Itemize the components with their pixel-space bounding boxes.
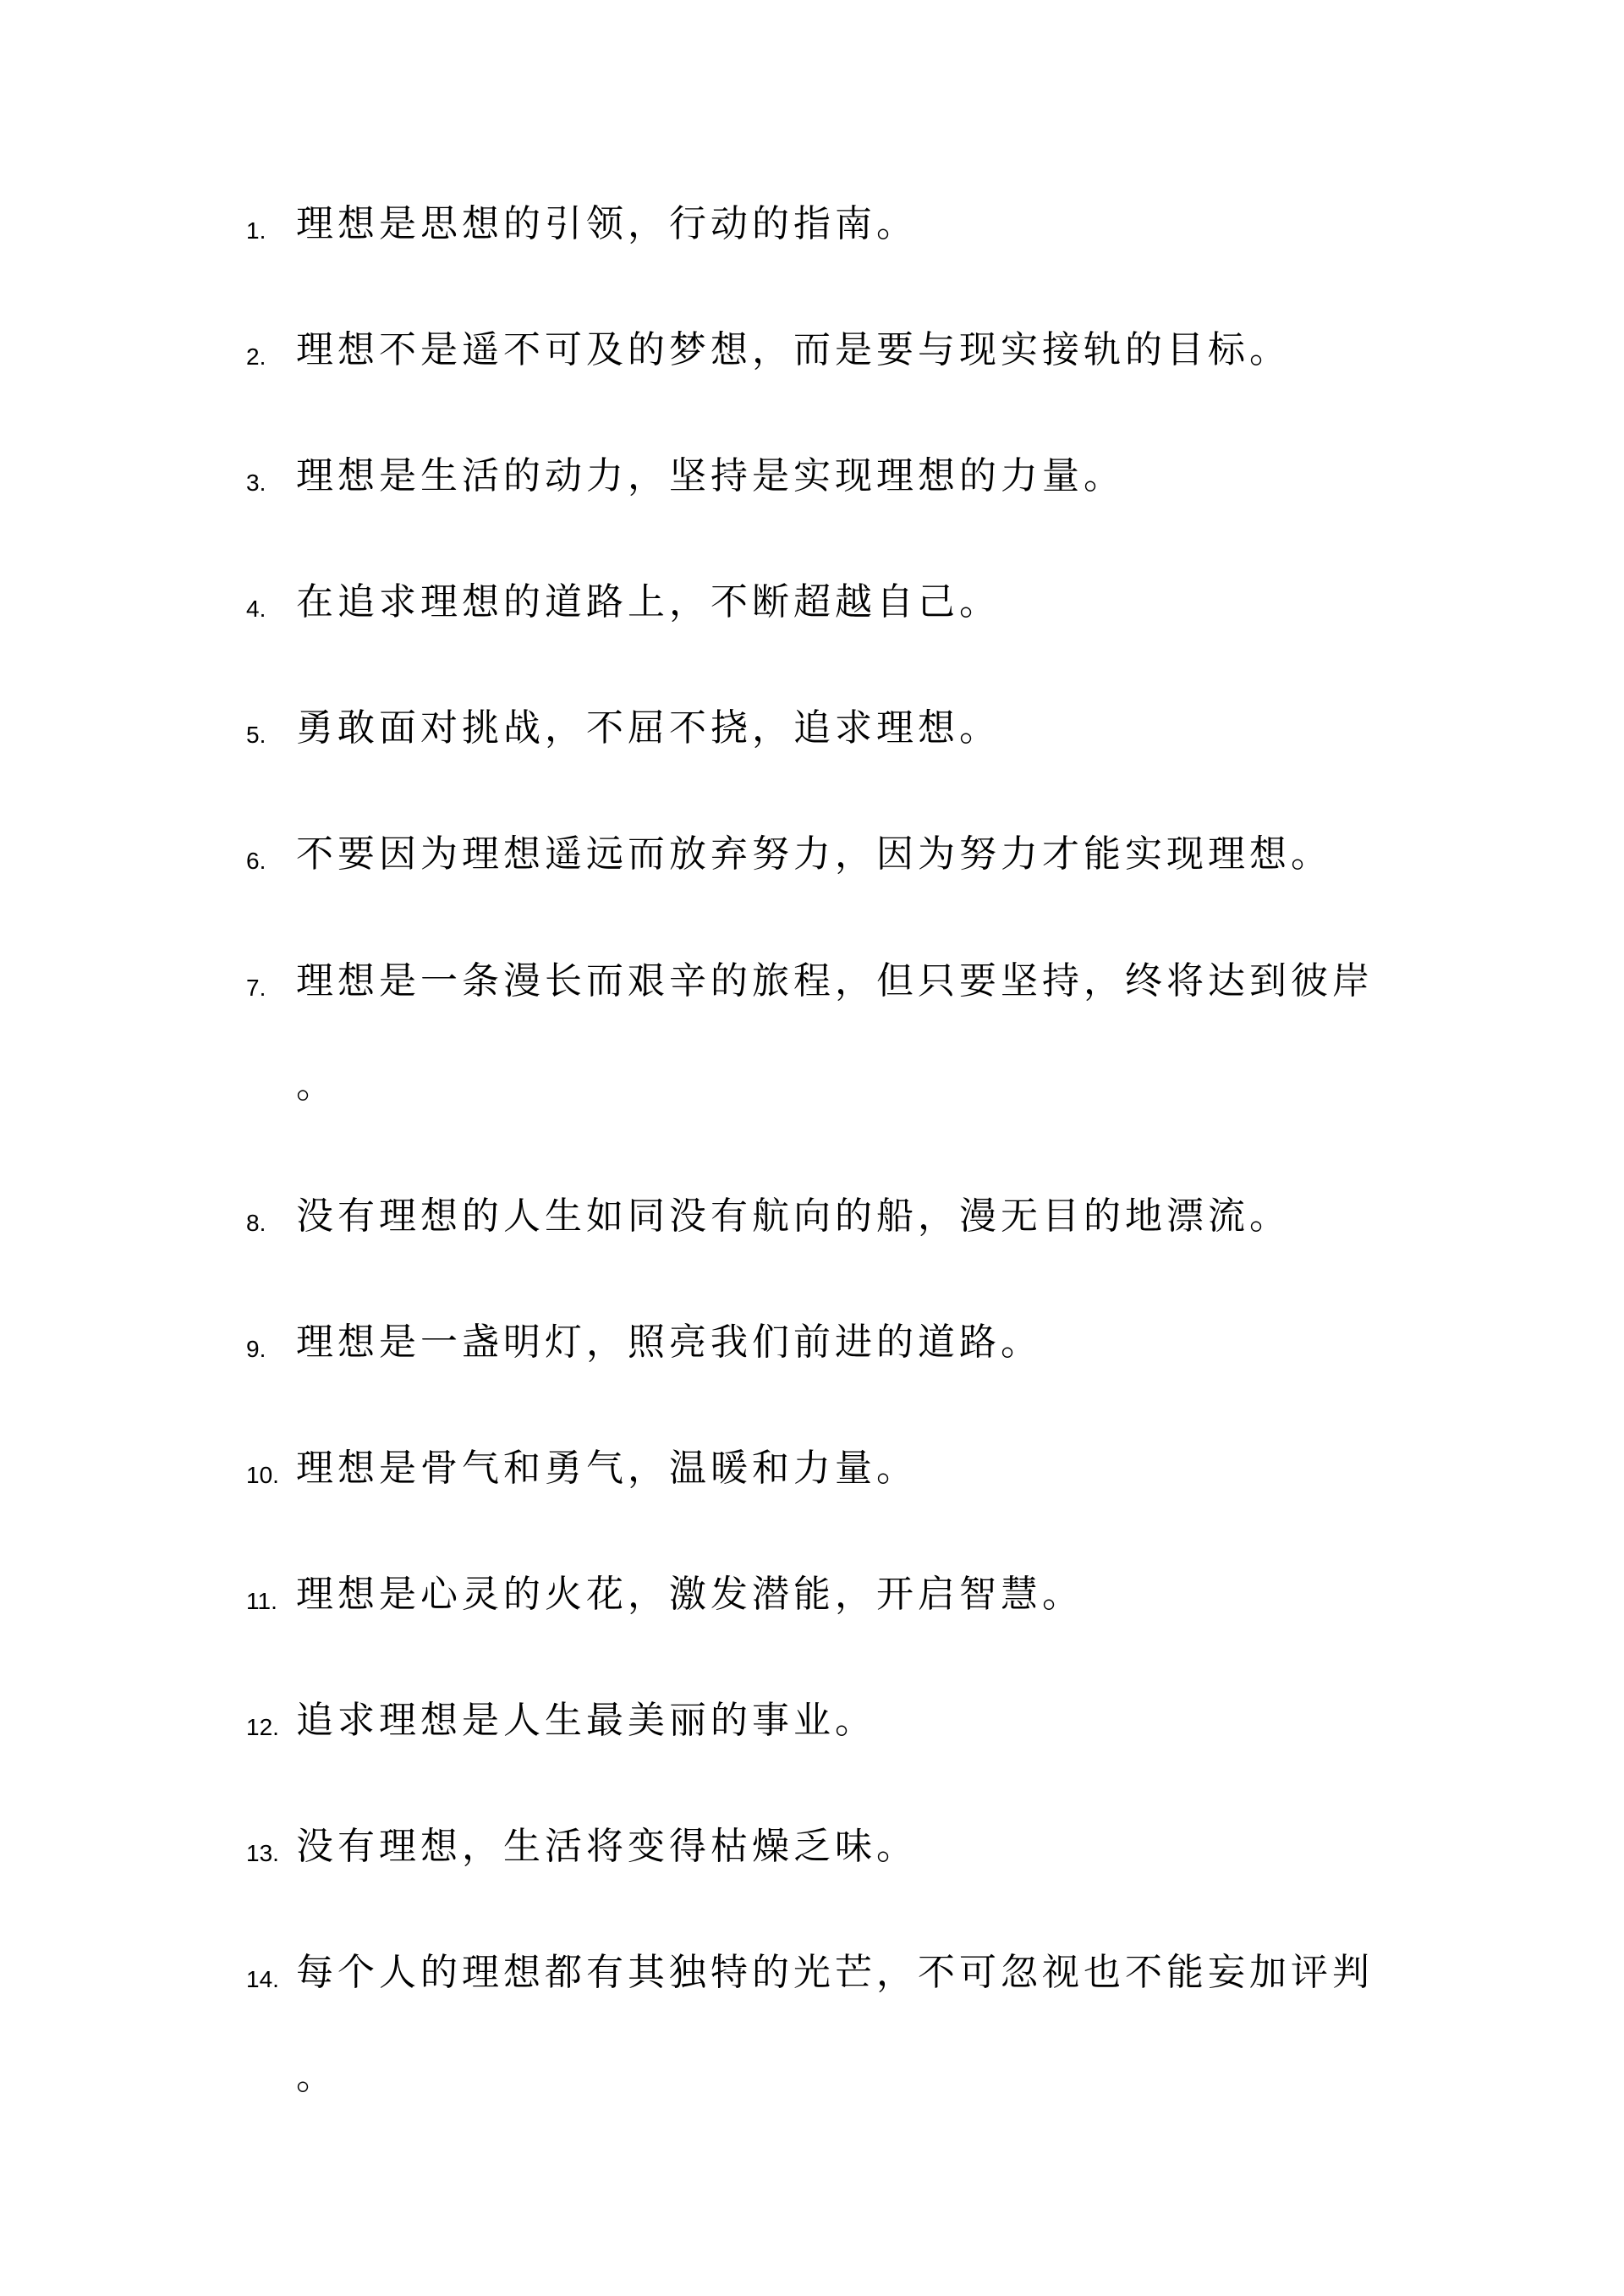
list-item — [0, 948, 1624, 1107]
list-item — [0, 1687, 1624, 1755]
list-item-text: 在追求理想的道路上，不断超越自己。 — [296, 580, 1001, 623]
list-item-text: 没有理想的人生如同没有航向的船，漫无目的地漂流。 — [296, 1195, 1291, 1238]
list-item-number: 11. — [246, 1588, 277, 1614]
list-item-number: 8. — [246, 1210, 266, 1236]
list-item-text: 理想是思想的引领，行动的指南。 — [296, 202, 918, 245]
list-item-text: 理想是生活的动力，坚持是实现理想的力量。 — [296, 454, 1125, 497]
list-item-text: 没有理想，生活将变得枯燥乏味。 — [296, 1825, 918, 1868]
list-item-number: 1. — [246, 217, 266, 244]
list-item-number: 3. — [246, 470, 266, 496]
list-item — [0, 695, 1624, 762]
list-item-text: 理想是一条漫长而艰辛的旅程，但只要坚持，终将达到彼岸 — [296, 959, 1374, 1002]
list-item-text: 不要因为理想遥远而放弃努力，因为努力才能实现理想。 — [296, 832, 1332, 876]
list-item — [0, 190, 1624, 258]
list-item-number: 12. — [246, 1714, 279, 1740]
list-item — [0, 316, 1624, 384]
list-item-number: 6. — [246, 848, 266, 874]
list-item — [0, 1561, 1624, 1629]
list-item-number: 13. — [246, 1840, 279, 1866]
list-item-number: 14. — [246, 1966, 279, 1992]
list-item-continuation: 。 — [296, 2055, 333, 2098]
list-item-number: 2. — [246, 343, 266, 370]
list-item — [0, 1939, 1624, 2098]
list-item — [0, 569, 1624, 636]
list-item — [0, 1435, 1624, 1502]
list-item-number: 7. — [246, 975, 266, 1001]
list-item-number: 9. — [246, 1336, 266, 1362]
list-item-number: 4. — [246, 596, 266, 622]
list-item-number: 5. — [246, 722, 266, 748]
list-item-continuation: 。 — [296, 1063, 333, 1107]
list-item — [0, 1813, 1624, 1881]
list-item-text: 勇敢面对挑战，不屈不挠，追求理想。 — [296, 706, 1001, 750]
list-item-text: 理想是心灵的火花，激发潜能，开启智慧。 — [296, 1573, 1084, 1616]
list-item-text: 追求理想是人生最美丽的事业。 — [296, 1699, 876, 1742]
list-item-text: 每个人的理想都有其独特的光芒，不可忽视也不能妄加评判 — [296, 1951, 1374, 1994]
list-item — [0, 442, 1624, 510]
list-item — [0, 1183, 1624, 1250]
list-item-text: 理想是一盏明灯，照亮我们前进的道路。 — [296, 1321, 1042, 1364]
list-item-number: 10. — [246, 1462, 279, 1488]
list-item-text: 理想是骨气和勇气，温暖和力量。 — [296, 1447, 918, 1490]
list-item — [0, 1309, 1624, 1376]
list-item-text: 理想不是遥不可及的梦想，而是要与现实接轨的目标。 — [296, 328, 1291, 371]
list-item — [0, 821, 1624, 888]
